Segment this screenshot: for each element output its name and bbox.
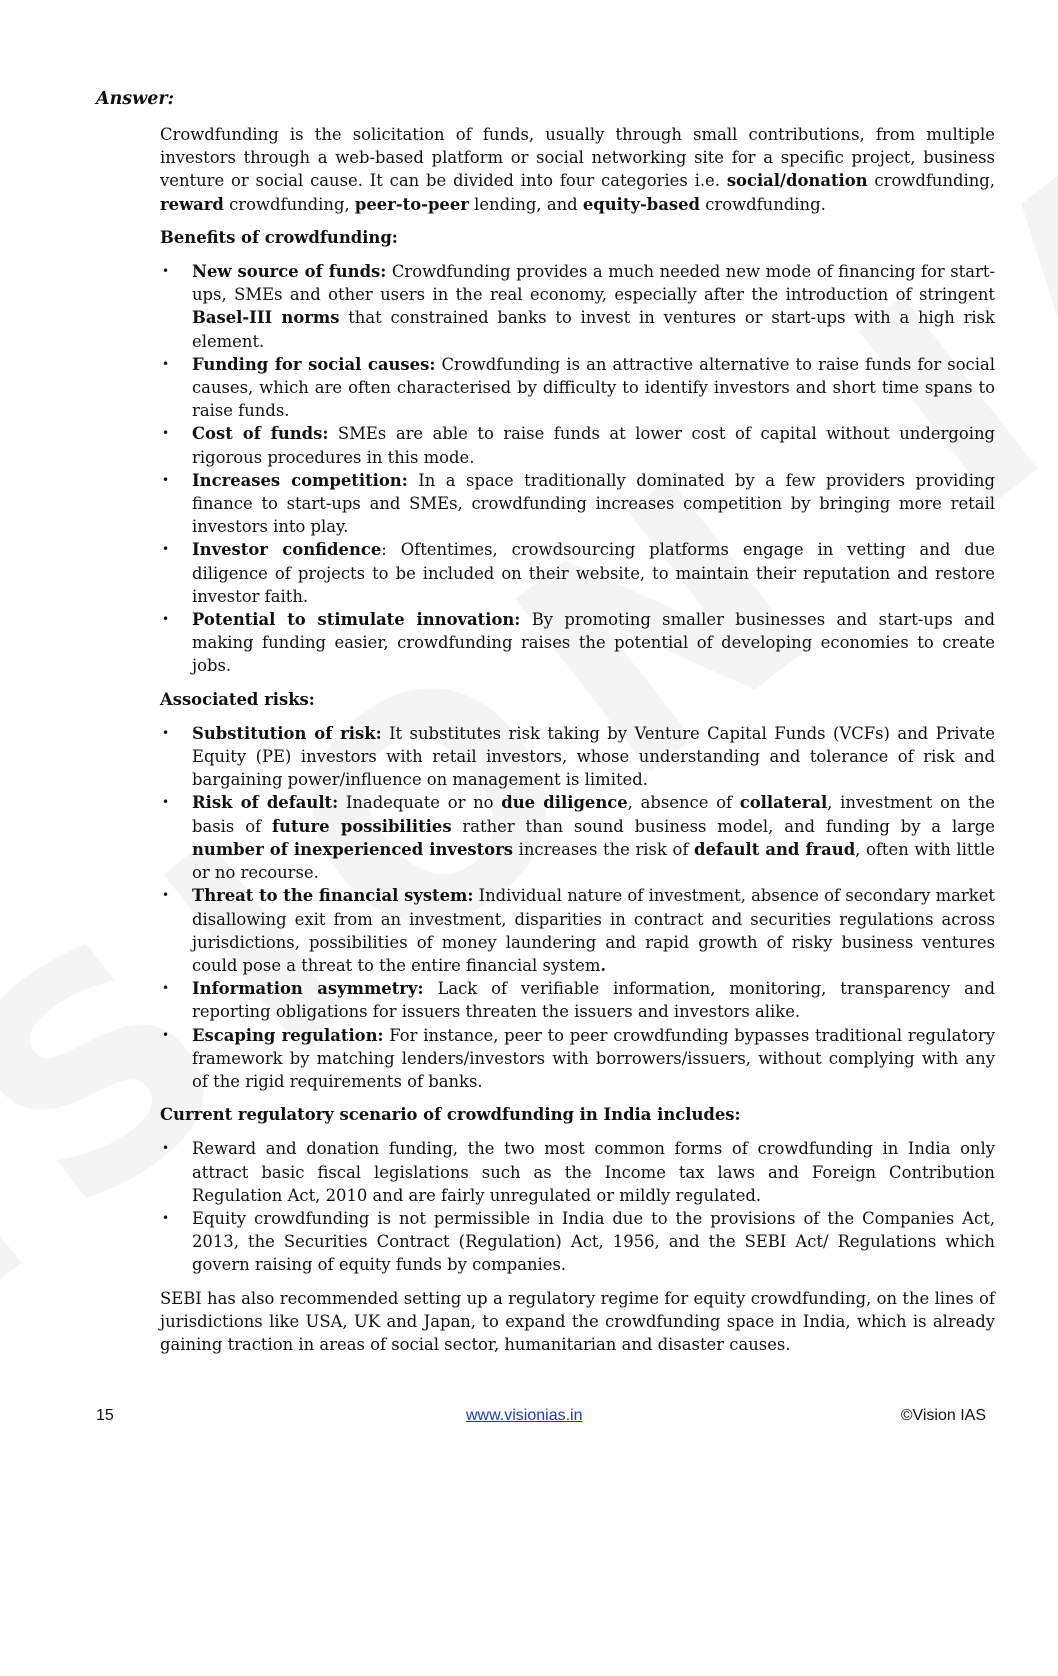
conclusion-paragraph: SEBI has also recommended setting up a regulatory regime for equity crowdfunding, on the lines of jurisdictions like USA, UK and Japan, to expand the crowdfunding space in India, which is already gaining traction in areas of social sector, humanitarian and disaster causes.: [160, 1288, 995, 1354]
list-item: • Potential to stimulate innovation: By promoting smaller businesses and start-ups and making funding easier, crowdfunding raises the potential of developing economies to create jobs.: [162, 610, 995, 676]
list-item: • Funding for social causes: Crowdfunding is an attractive alternative to raise funds for social causes, which are often characterised by difficulty to identify investors and short time spans to raise funds.: [162, 354, 995, 421]
list-item: • Threat to the financial system: Individual nature of investment, absence of secondary market disallowing exit from an investment, disparities in contract and securities regulations across jurisdictions, possibilities of money laundering and rapid growth of risky business ventures could pose a threat to the entire financial system.: [162, 886, 995, 975]
regulatory-list: [160, 1137, 995, 1276]
bullet-icon: •: [162, 264, 170, 279]
bullet-icon: •: [162, 542, 170, 557]
bullet-icon: •: [162, 1210, 170, 1225]
bullet-icon: •: [162, 795, 170, 810]
page-number: 15: [96, 1407, 114, 1424]
page-footer: [96, 1407, 986, 1431]
bullet-icon: •: [162, 888, 170, 903]
copyright-text: ©Vision IAS: [900, 1407, 986, 1424]
list-item: • Reward and donation funding, the two most common forms of crowdfunding in India only attract basic fiscal legislations such as the Income tax laws and Foreign Contribution Regulation Act, 2010 and are fairly unregulated or mildly regulated.: [162, 1139, 995, 1205]
intro-paragraph: Crowdfunding is the solicitation of funds, usually through small contributions, from multiple investors through a web-based platform or social networking site for a specific project, business venture or social cause. It can be divided into four categories i.e. social/donation crowdfunding, reward crowdfunding, peer-to-peer lending, and equity-based crowdfunding.: [160, 125, 995, 214]
bullet-icon: •: [162, 356, 170, 371]
list-item: • Escaping regulation: For instance, peer to peer crowdfunding bypasses traditional regulatory framework by matching lenders/investors with borrowers/issuers, without complying with any of the rigid requirements of banks.: [162, 1025, 996, 1091]
list-item: • Investor confidence: Oftentimes, crowdsourcing platforms engage in vetting and due diligence of projects to be included on their website, to maintain their reputation and restore investor faith.: [162, 540, 996, 606]
regulatory-heading: Current regulatory scenario of crowdfunding in India includes:: [160, 1105, 741, 1125]
benefits-heading: Benefits of crowdfunding:: [160, 227, 398, 247]
list-item: • Equity crowdfunding is not permissible in India due to the provisions of the Companies Act, 2013, the Securities Contract (Regulation) Act, 1956, and the SEBI Act/ Regulations which govern raising of equity funds by companies.: [162, 1208, 995, 1275]
bullet-icon: •: [162, 426, 170, 441]
list-item: • Cost of funds: SMEs are able to raise funds at lower cost of capital without undergoing rigorous procedures in this mode.: [162, 424, 995, 467]
list-item: • Information asymmetry: Lack of verifiable information, monitoring, transparency and reporting obligations for issuers threaten the issuers and investors alike.: [162, 979, 995, 1022]
list-item: • Increases competition: In a space traditionally dominated by a few providers providing finance to start-ups and SMEs, crowdfunding increases competition by bringing more retail investors into play.: [162, 470, 995, 537]
bullet-icon: •: [162, 472, 170, 487]
bullet-icon: •: [162, 1141, 170, 1156]
list-item: • Risk of default: Inadequate or no due diligence, absence of collateral, investment on the basis of future possibilities rather than sound business model, and funding by a large number of inexperienced investors increases the risk of default and fraud, often with little or no recourse.: [162, 793, 996, 883]
list-item: • Substitution of risk: It substitutes risk taking by Venture Capital Funds (VCFs) and Private Equity (PE) investors with retail investors, whose understanding and tolerance of risk and bargaining power/influence on management is limited.: [162, 723, 995, 790]
bullet-icon: •: [162, 725, 170, 740]
bullet-icon: •: [162, 1027, 170, 1042]
risks-heading: Associated risks:: [160, 689, 315, 709]
answer-label: Answer:: [96, 89, 175, 109]
list-item: • New source of funds: Crowdfunding provides a much needed new mode of financing for start-ups, SMEs and other users in the real economy, especially after the introduction of stringent Basel-III norms that constrained banks to invest in ventures or start-ups with a high risk element.: [162, 262, 995, 351]
website-link[interactable]: www.visionias.in: [466, 1407, 583, 1424]
bullet-icon: •: [162, 981, 170, 996]
bullet-icon: •: [162, 612, 170, 627]
risks-list: [160, 722, 995, 1093]
answer-body: [160, 123, 995, 1366]
benefits-list: [160, 260, 995, 678]
